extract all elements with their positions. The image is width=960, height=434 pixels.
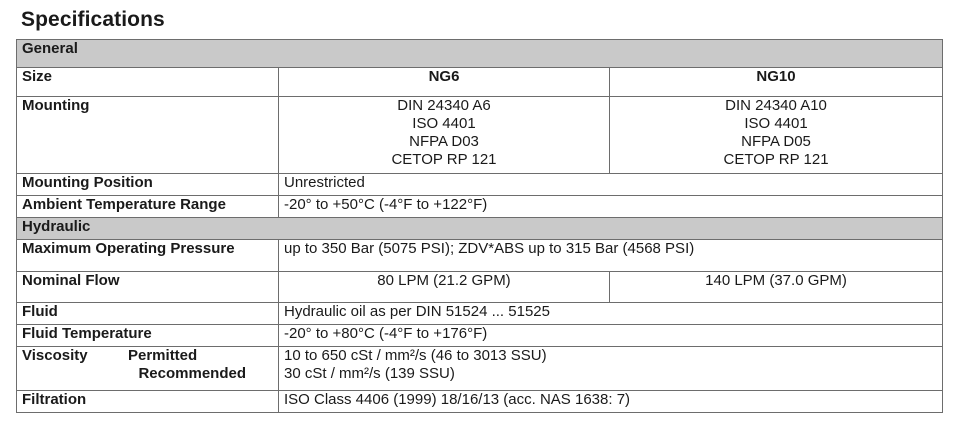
viscosity-permitted-value: 10 to 650 cSt / mm²/s (46 to 3013 SSU) [284,347,547,364]
viscosity-sublabels [126,347,246,383]
table-row [17,68,943,97]
max-pressure-value: up to 350 Bar (5075 PSI); ZDV*ABS up to 315 Bar (4568 PSI) [279,240,943,272]
filtration-value: ISO Class 4406 (1999) 18/16/13 (acc. NAS 1638: 7) [279,391,943,413]
section-general: General [17,40,943,68]
nominal-flow-ng10: 140 LPM (37.0 GPM) [610,272,943,303]
fluid-temperature-value: -20° to +80°C (-4°F to +176°F) [279,325,943,347]
max-pressure-label: Maximum Operating Pressure [17,240,279,272]
size-ng6: NG6 [279,68,610,97]
mounting-ng6-line: DIN 24340 A6 [397,97,491,114]
viscosity-permitted-label: Permitted [128,347,198,364]
mounting-position-label: Mounting Position [17,174,279,196]
mounting-position-value: Unrestricted [279,174,943,196]
nominal-flow-label: Nominal Flow [17,272,279,303]
table-row [17,240,943,272]
mounting-ng10-line: ISO 4401 [744,115,808,132]
mounting-ng6-line: NFPA D03 [409,133,479,150]
table-row [17,303,943,325]
viscosity-recommended-value: 30 cSt / mm²/s (139 SSU) [284,365,455,382]
size-label: Size [17,68,279,97]
mounting-ng10-line: NFPA D05 [741,133,811,150]
fluid-value: Hydraulic oil as per DIN 51524 ... 51525 [279,303,943,325]
table-row [17,174,943,196]
fluid-label: Fluid [17,303,279,325]
table-row [17,196,943,218]
nominal-flow-ng6: 80 LPM (21.2 GPM) [279,272,610,303]
ambient-temperature-label: Ambient Temperature Range [17,196,279,218]
filtration-label: Filtration [17,391,279,413]
viscosity-label: Viscosity [22,347,88,364]
viscosity-label-cell [17,347,279,391]
mounting-label: Mounting [17,97,279,174]
ambient-temperature-value: -20° to +50°C (-4°F to +122°F) [279,196,943,218]
size-ng10: NG10 [610,68,943,97]
viscosity-values [279,347,943,391]
table-row [17,391,943,413]
mounting-ng6-line: ISO 4401 [412,115,476,132]
table-row [17,272,943,303]
mounting-ng6 [279,97,610,174]
viscosity-recommended-label: Recommended [138,365,246,382]
mounting-ng10-line: DIN 24340 A10 [725,97,827,114]
mounting-ng6-line: CETOP RP 121 [391,151,497,168]
page-title: Specifications [21,8,165,31]
table-row [17,325,943,347]
section-hydraulic: Hydraulic [17,218,943,240]
mounting-ng10 [610,97,943,174]
table-row [17,347,943,391]
table-row [17,97,943,174]
mounting-ng10-line: CETOP RP 121 [723,151,829,168]
specifications-table [16,39,943,413]
fluid-temperature-label: Fluid Temperature [17,325,279,347]
